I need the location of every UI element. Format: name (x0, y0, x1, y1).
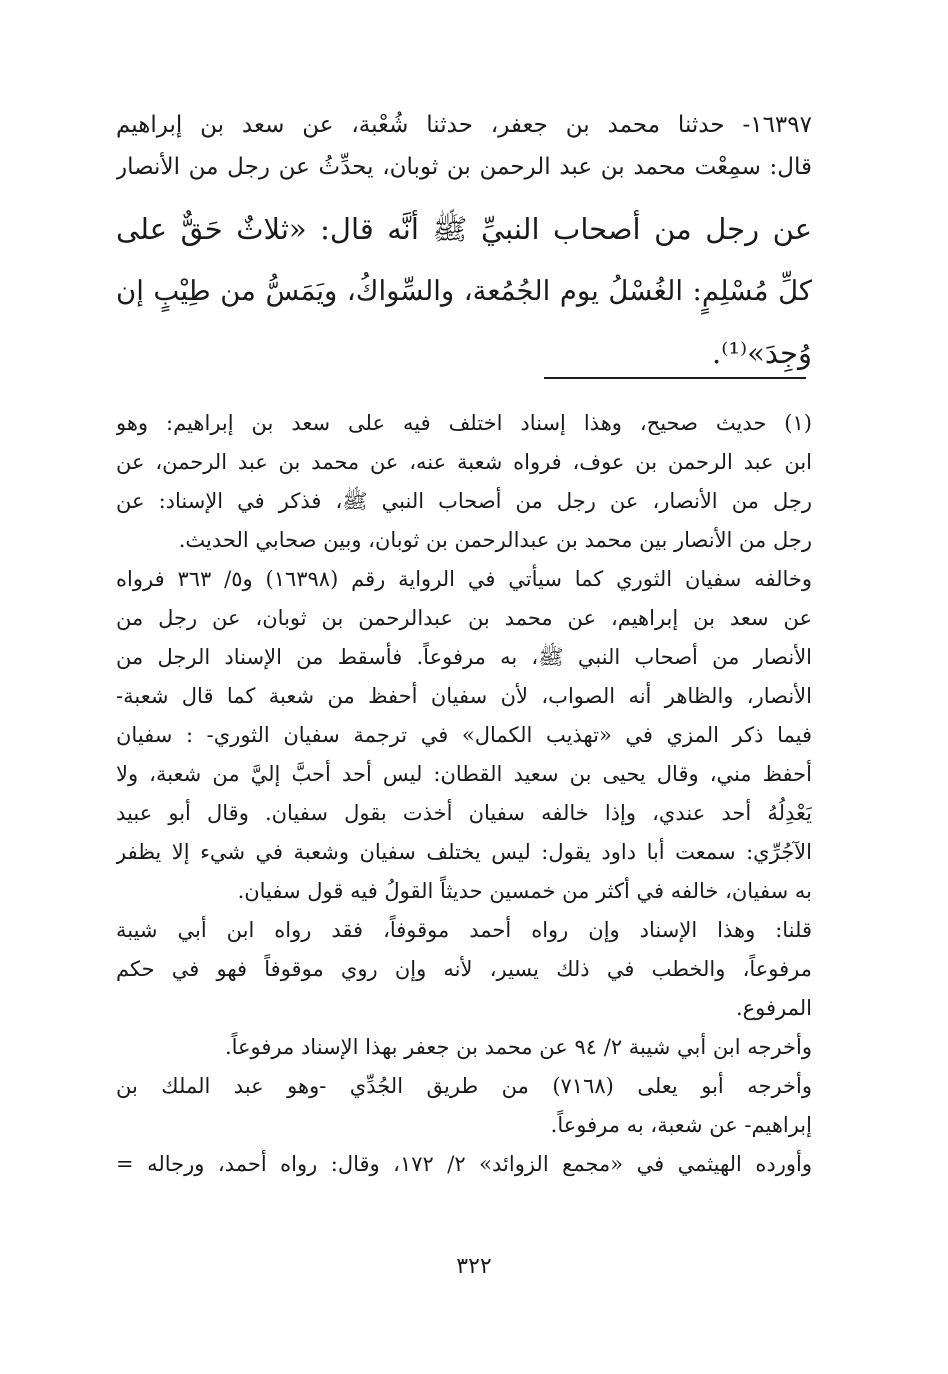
footnote-line: وأخرجه ابن أبي شيبة ٢/ ٩٤ عن محمد بن جعفر بهذا الإسناد مرفوعاً. (224, 1035, 812, 1059)
hadith-intro-line: قال: سمِعْت محمد بن عبد الرحمن بن ثوبان، يحدِّثُ عن رجل من الأنصار (116, 154, 812, 180)
footnote-line: رجل من الأنصار بين محمد بن عبدالرحمن بن ثوبان، وبين صحابي الحديث. (178, 528, 812, 552)
footnote-line: الأنصار من أصحاب النبي ﷺ، به مرفوعاً. فأسقط من الإسناد الرجل من (116, 645, 812, 669)
footnote-line: به سفيان، خالفه في أكثر من خمسين حديثاً القولُ فيه قول سفيان. (237, 879, 812, 903)
page-number: ٣٢٢ (456, 1254, 492, 1279)
hadith-body (116, 198, 812, 384)
footnote-line: قلنا: وهذا الإسناد وإن رواه أحمد موقوفاً، فقد رواه ابن أبي شيبة (116, 918, 812, 942)
footnote-line: ابن عبد الرحمن بن عوف، فرواه شعبة عنه، عن محمد بن عبد الرحمن، عن (116, 450, 812, 474)
footnote-line: الآجُرِّي: سمعت أبا داود يقول: ليس يختلف سفيان وشعبة في شيء إلا يظفر (116, 840, 812, 864)
footnote-line: أحفظ مني، وقال يحيى بن سعيد القطان: ليس أحد أحبَّ إليَّ من شعبة، ولا (116, 762, 812, 786)
footnote-line: وخالفه سفيان الثوري كما سيأتي في الرواية رقم (١٦٣٩٨) و٥/ ٣٦٣ فرواه (116, 567, 812, 591)
footnote-line: وأورده الهيثمي في «مجمع الزوائد» ٢/ ١٧٢، وقال: رواه أحمد، ورجاله = (116, 1152, 812, 1176)
footnote-line: (١) حديث صحيح، وهذا إسناد اختلف فيه على سعد بن إبراهيم: وهو (116, 411, 812, 435)
footnote-line: المرفوع. (735, 996, 812, 1020)
footnote-line: فيما ذكر المزي في «تهذيب الكمال» في ترجمة سفيان الثوري- : سفيان (116, 723, 812, 747)
footnote-line: وأخرجه أبو يعلى (٧١٦٨) من طريق الجُدِّي -وهو عبد الملك بن (116, 1074, 812, 1098)
footnote-separator (544, 377, 806, 379)
hadith-body-line: كلِّ مُسْلِمٍ: الغُسْلُ يوم الجُمُعة، والسِّواكُ، ويَمَسُّ من طِيْبٍ إن (116, 275, 812, 307)
hadith-intro (116, 104, 812, 188)
footnote-line: مرفوعاً، والخطب في ذلك يسير، لأنه وإن روي موقوفاً فهو في حكم (116, 957, 812, 981)
footnote-line: عن سعد بن إبراهيم، عن محمد بن عبدالرحمن بن ثوبان، عن رجل من (116, 606, 812, 630)
footnote-line: يَعْدِلُهُ أحد عندي، وإذا خالفه سفيان أخذت بقول سفيان. وقال أبو عبيد (116, 801, 812, 825)
hadith-body-line: وُجِدَ»⁽¹⁾. (711, 336, 812, 370)
hadith-intro-line: ١٦٣٩٧- حدثنا محمد بن جعفر، حدثنا شُعْبة، عن سعد بن إبراهيم (116, 112, 812, 138)
hadith-body-line: عن رجل من أصحاب النبيِّ ﷺ أنَّه قال: «ثلاثٌ حَقٌّ على (116, 212, 812, 246)
footnotes (116, 404, 812, 1184)
footnote-line: رجل من الأنصار، عن رجل من أصحاب النبي ﷺ، فذكر في الإسناد: عن (116, 489, 812, 513)
footnote-line: إبراهيم- عن شعبة، به مرفوعاً. (550, 1113, 812, 1137)
footnote-line: الأنصار، والظاهر أنه الصواب، لأن سفيان أحفظ من شعبة كما قال شعبة- (116, 684, 812, 708)
